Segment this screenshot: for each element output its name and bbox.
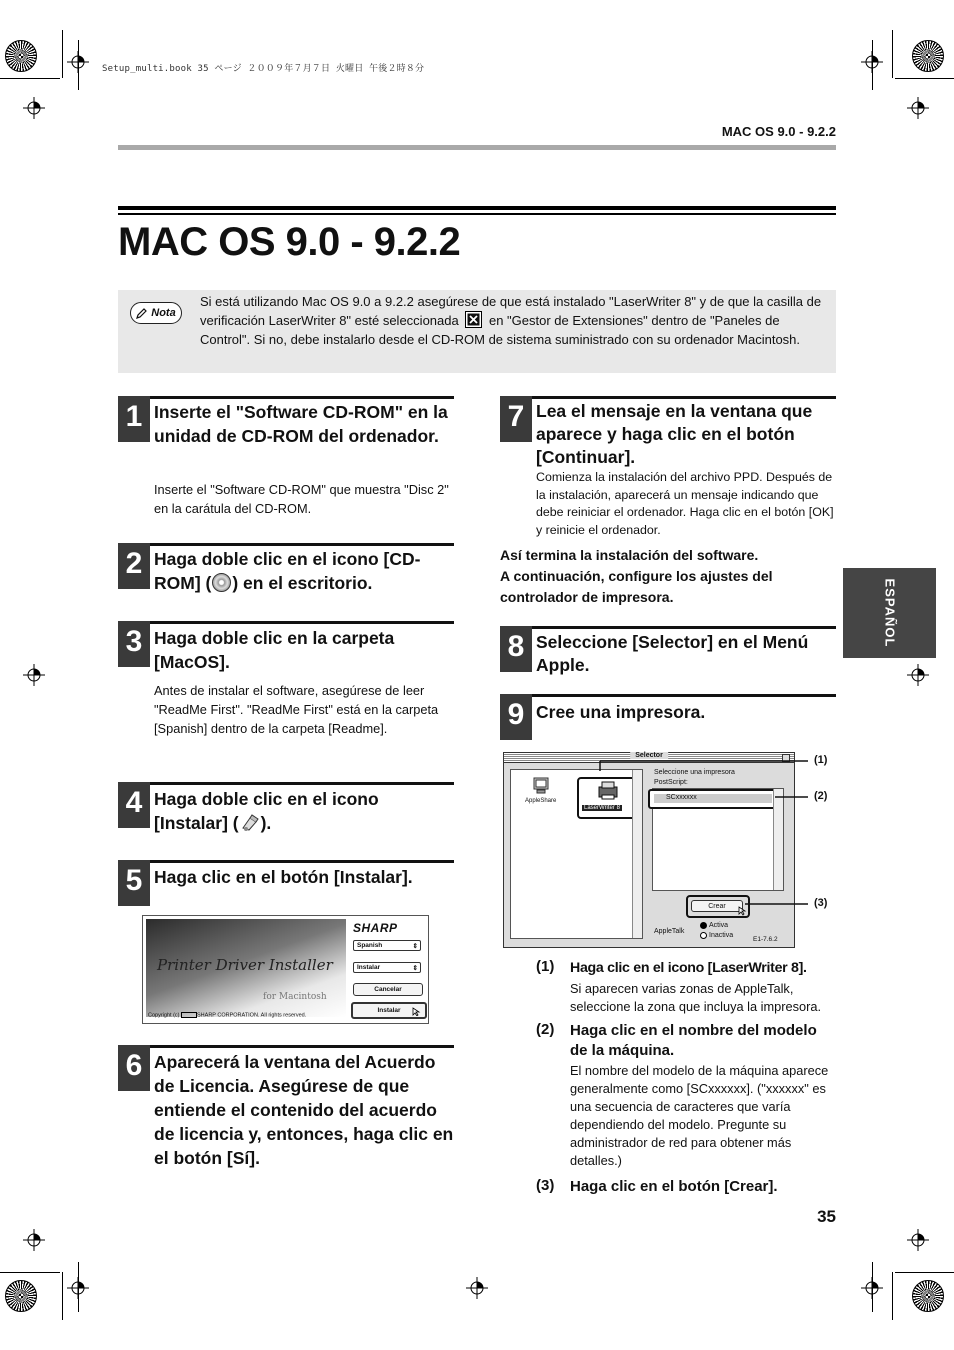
sharp-logo: SHARP: [353, 921, 398, 935]
appleshare-label: AppleShare: [525, 798, 557, 804]
selector-title: Selector: [630, 752, 668, 759]
step-number: 2: [118, 543, 150, 589]
printer-prompt: Seleccione una impresora: [654, 769, 735, 776]
active-label: Activa: [709, 922, 729, 929]
callout-leaders: [595, 755, 815, 915]
sub-step-title: Haga clic en el botón [Crear].: [570, 1178, 778, 1195]
checkbox-checked-icon: [465, 311, 482, 328]
summary-line2: A continuación, configure los ajustes del controlador de impresora.: [500, 568, 773, 605]
step-number: 9: [500, 694, 532, 740]
copyright-a: Copyright (c): [148, 1012, 180, 1019]
step-title: Aparecerá la ventana del Acuerdo de Licencia. Asegúrese de que entiende el contenido del acuerdo de licencia y, entonces, haga clic en el botón [Sí].: [154, 1052, 454, 1168]
step-title-a: Haga doble clic en el icono [CD-ROM] (: [154, 549, 421, 593]
note-badge-label: Nota: [151, 307, 176, 319]
step-number: 6: [118, 1045, 150, 1091]
pencil-icon: [136, 307, 148, 319]
appletalk-inactive-option[interactable]: [700, 932, 733, 939]
book-line: Setup_multi.book 35 ページ ２００９年７月７日 火曜日 午後２時８分: [102, 64, 425, 74]
step-number: 7: [500, 396, 532, 442]
language-select[interactable]: [353, 940, 421, 951]
language-side-tab: [843, 568, 936, 658]
side-tab-label: ESPAÑOL: [882, 578, 897, 648]
laserwriter-label: LaserWriter 8: [584, 805, 620, 811]
postscript-label: PostScript:: [654, 779, 688, 786]
copyright-blank: [181, 1012, 197, 1018]
appletalk-label: AppleTalk: [654, 928, 685, 935]
install-button-label: Instalar: [377, 1007, 401, 1014]
note-text: [200, 292, 828, 349]
callout-2: (2): [814, 790, 828, 802]
step-title-a: Haga doble clic en el icono [Instalar] (: [154, 789, 379, 833]
step-body: Antes de instalar el software, asegúrese de leer "ReadMe First". "ReadMe First" está en la carpeta [Spanish] dentro de la carpeta [Readme].: [154, 683, 439, 736]
running-head: MAC OS 9.0 - 9.2.2: [721, 124, 836, 139]
sub-step-body: Si aparecen varias zonas de AppleTalk, seleccione la zona que incluya la impresora.: [570, 981, 822, 1014]
step-number: 5: [118, 860, 150, 906]
sub-step-title: Haga clic en el nombre del modelo de la máquina.: [570, 1022, 817, 1059]
header-rule: [118, 145, 836, 150]
appletalk-active-option[interactable]: [700, 922, 728, 929]
title-rule-thick: [118, 206, 836, 210]
step-title: Lea el mensaje en la ventana que aparece y haga clic en el botón [Continuar].: [536, 401, 813, 467]
callout-3: (3): [814, 897, 828, 909]
install-type-select[interactable]: [353, 962, 421, 973]
step-body: Comienza la instalación del archivo PPD. Después de la instalación, aparecerá un mensaje indicando que debe reiniciar el ordenador. Haga clic en el botón [OK] y reinicie el ordenador.: [536, 470, 834, 537]
installer-name: Printer Driver Installer: [157, 956, 333, 974]
sub-step-number: (2): [536, 1021, 555, 1038]
step-title-b: ) en el escritorio.: [232, 573, 373, 593]
installer-window: [142, 915, 429, 1024]
note-box: [118, 290, 836, 373]
step-title: [154, 547, 454, 595]
step-title: Seleccione [Selector] en el Menú Apple.: [536, 632, 809, 675]
inactive-label: Inactiva: [709, 932, 734, 939]
callout-1: (1): [814, 754, 828, 766]
install-type-select-value: Instalar: [357, 964, 381, 971]
step-number: 3: [118, 621, 150, 667]
cd-rom-icon: [212, 573, 231, 592]
step-body: Inserte el "Software CD-ROM" que muestra "Disc 2" en la carátula del CD-ROM.: [154, 482, 449, 516]
cursor-icon: [412, 1007, 421, 1016]
step-number: 4: [118, 782, 150, 828]
installer-sub: for Macintosh: [263, 992, 327, 1002]
copyright-b: SHARP CORPORATION. All rights reserved.: [197, 1012, 307, 1019]
step-number: 8: [500, 626, 532, 672]
language-select-value: Spanish: [357, 942, 383, 949]
installer-icon: [240, 814, 260, 832]
version-code: E1-7.6.2: [753, 936, 778, 943]
step-title: Cree una impresora.: [536, 702, 706, 722]
note-text-a: Si está utilizando Mac OS 9.0 a 9.2.2 asegúrese de que está instalado "LaserWriter 8" y de que la casilla de verificación LaserWriter 8" esté seleccionada: [200, 294, 822, 328]
installer-copyright: [148, 1012, 306, 1018]
step-title: Inserte el "Software CD-ROM" en la unidad de CD-ROM del ordenador.: [154, 402, 448, 446]
select-arrow-icon: ⇕: [412, 964, 418, 972]
summary-paragraph: [500, 545, 836, 608]
cancel-button[interactable]: Cancelar: [353, 983, 423, 996]
create-button[interactable]: Crear: [691, 900, 743, 912]
radio-on-icon: [700, 922, 707, 929]
page-title: MAC OS 9.0 - 9.2.2: [118, 220, 461, 264]
page-number: 35: [817, 1207, 836, 1226]
step-title: Haga doble clic en la carpeta [MacOS].: [154, 628, 395, 672]
install-button[interactable]: [351, 1002, 427, 1019]
sub-step-number: (3): [536, 1177, 555, 1194]
sub-step-body: El nombre del modelo de la máquina aparece generalmente como [SCxxxxxx]. ("xxxxxx" es una secuencia de caracteres que varía dependiendo del modelo. Pregunte su administrador de red para obtener más detalles.): [570, 1063, 829, 1168]
radio-off-icon: [700, 932, 707, 939]
step-title: Haga clic en el botón [Instalar].: [154, 867, 413, 887]
sub-step-title: Haga clic en el icono [LaserWriter 8].: [570, 960, 807, 976]
step-number: 1: [118, 396, 150, 442]
title-rule-thin: [118, 213, 836, 215]
appleshare-icon[interactable]: [531, 776, 553, 796]
note-text-b: en "Gestor de Extensiones" dentro de "Paneles de Control". Si no, debe instalarlo desde el CD-ROM de sistema suministrado con su ordenador Macintosh.: [200, 313, 801, 347]
select-arrow-icon: ⇕: [412, 942, 418, 950]
note-badge: [130, 302, 182, 324]
step-title: [154, 787, 454, 835]
model-name: SCxxxxxx: [666, 794, 697, 801]
summary-line1: Así termina la instalación del software.: [500, 547, 759, 563]
sub-step-number: (1): [536, 958, 555, 975]
step-title-b: ).: [260, 813, 272, 833]
